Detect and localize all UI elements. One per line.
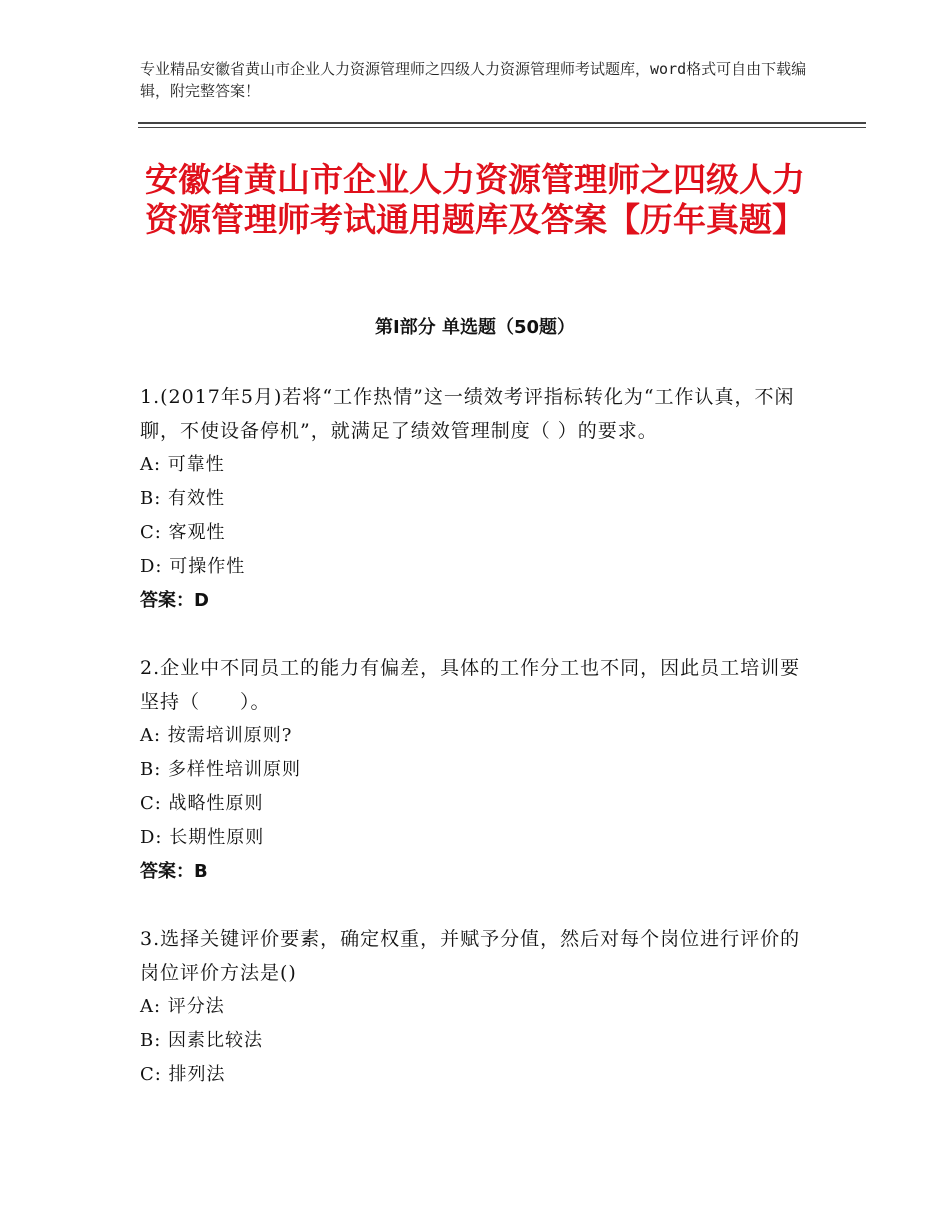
option-a: A: 评分法 — [140, 996, 225, 1017]
question-1 — [140, 380, 810, 618]
question-stem: 3.选择关键评价要素，确定权重，并赋予分值，然后对每个岗位进行评价的岗位评价方法是() — [140, 928, 801, 984]
question-stem: 1.(2017年5月)若将“工作热情”这一绩效考评指标转化为“工作认真，不闲聊，不使设备停机”，就满足了绩效管理制度（ ）的要求。 — [140, 386, 795, 442]
question-list — [140, 380, 810, 1125]
option-c: C: 客观性 — [140, 522, 226, 543]
option-b: B: 因素比较法 — [140, 1030, 264, 1051]
option-c: C: 战略性原则 — [140, 793, 264, 814]
question-stem: 2.企业中不同员工的能力有偏差，具体的工作分工也不同，因此员工培训要坚持（ ）。 — [140, 657, 801, 713]
document-title: 安徽省黄山市企业人力资源管理师之四级人力资源管理师考试通用题库及答案【历年真题】 — [145, 160, 805, 239]
option-b: B: 多样性培训原则 — [140, 759, 302, 780]
answer: 答案：B — [140, 861, 208, 882]
option-a: A: 可靠性 — [140, 454, 225, 475]
option-d: D: 长期性原则 — [140, 827, 265, 848]
header-note: 专业精品安徽省黄山市企业人力资源管理师之四级人力资源管理师考试题库，word格式可自由下载编辑，附完整答案！ — [140, 60, 807, 100]
option-c: C: 排列法 — [140, 1064, 226, 1085]
question-2 — [140, 651, 810, 889]
section-title: 第Ⅰ部分 单选题（50题） — [374, 317, 575, 338]
answer: 答案：D — [140, 590, 209, 611]
header-rule-thick — [138, 122, 866, 124]
option-a: A: 按需培训原则? — [140, 725, 293, 746]
question-3 — [140, 922, 810, 1092]
option-d: D: 可操作性 — [140, 556, 246, 577]
header-rule-thin — [138, 127, 866, 128]
option-b: B: 有效性 — [140, 488, 226, 509]
